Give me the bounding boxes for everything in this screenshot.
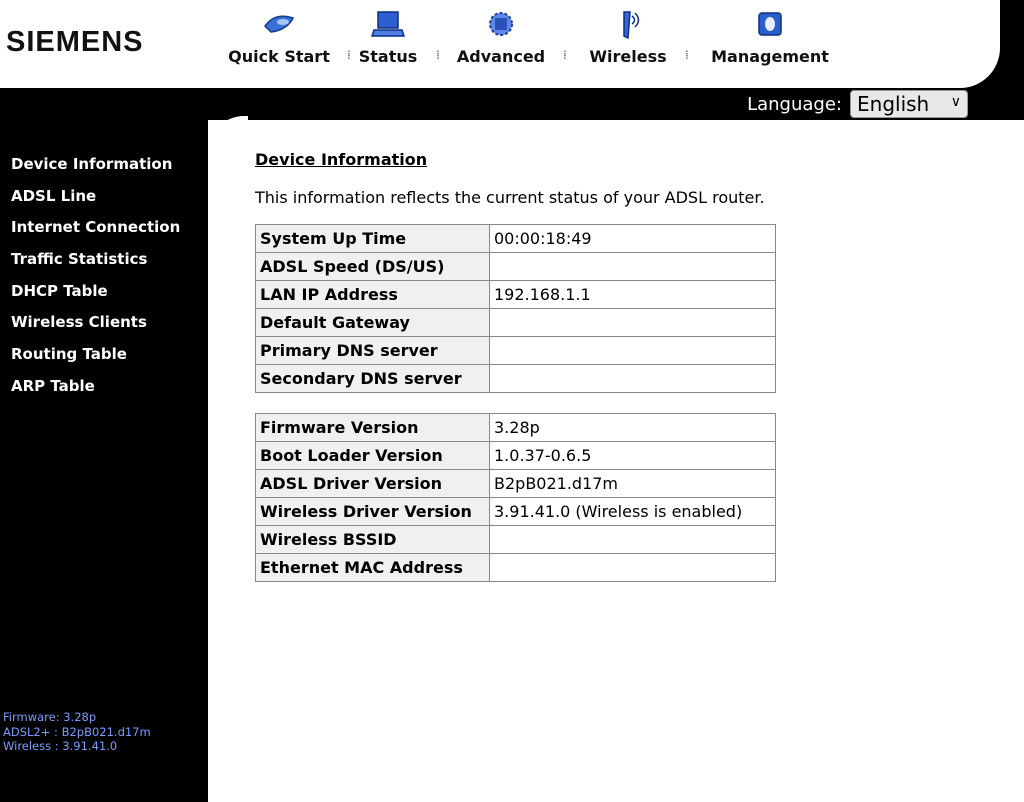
nav-quick-start[interactable]: Quick Start: [229, 0, 329, 80]
content-corner: [208, 116, 248, 156]
table-row: Firmware Version 3.28p: [256, 414, 776, 442]
nav-management[interactable]: Management: [712, 0, 828, 80]
nav-status[interactable]: Status: [359, 0, 417, 80]
firmware-line: Firmware: 3.28p: [3, 710, 97, 724]
table-row: ADSL Driver Version B2pB021.d17m: [256, 470, 776, 498]
sidebar-item-internet-connection[interactable]: Internet Connection: [11, 218, 181, 237]
adsl-line: ADSL2+ : B2pB021.d17m: [3, 724, 151, 739]
table-row: Wireless Driver Version 3.91.41.0 (Wireless is enabled): [256, 498, 776, 526]
sidebar-item-dhcp-table[interactable]: DHCP Table: [11, 281, 108, 300]
table-row: Secondary DNS server: [256, 365, 776, 393]
wireless-line: Wireless : 3.91.41.0: [3, 739, 118, 753]
management-icon: [752, 8, 788, 42]
table-row: Wireless BSSID: [256, 526, 776, 554]
status-laptop-icon: [370, 8, 406, 42]
quick-start-icon: [261, 8, 297, 42]
nav-separator: ⁞: [563, 48, 567, 62]
status-table: [255, 224, 776, 393]
language-select[interactable]: English ∨: [850, 90, 968, 118]
nav-separator: ⁞: [347, 48, 351, 62]
chevron-down-icon: ∨: [950, 94, 961, 110]
table-row: LAN IP Address 192.168.1.1: [256, 281, 776, 309]
language-label: Language:: [747, 94, 842, 115]
sidebar-item-arp-table[interactable]: ARP Table: [11, 376, 95, 395]
main-content: [255, 150, 765, 577]
firmware-summary: [3, 710, 151, 754]
sidebar-menu: [11, 156, 180, 410]
nav-wireless[interactable]: Wireless: [590, 0, 666, 80]
sidebar-item-adsl-line[interactable]: ADSL Line: [11, 186, 97, 205]
nav-separator: ⁞: [685, 48, 689, 62]
table-row: ADSL Speed (DS/US): [256, 253, 776, 281]
sidebar-item-wireless-clients[interactable]: Wireless Clients: [11, 313, 147, 332]
version-table: [255, 413, 776, 582]
wireless-icon: [610, 8, 646, 42]
sidebar-item-traffic-statistics[interactable]: Traffic Statistics: [11, 250, 148, 269]
nav-advanced[interactable]: Advanced: [458, 0, 544, 80]
table-row: Ethernet MAC Address: [256, 554, 776, 582]
page-title: Device Information: [255, 150, 428, 169]
table-row: Default Gateway: [256, 309, 776, 337]
table-row: Boot Loader Version 1.0.37-0.6.5: [256, 442, 776, 470]
table-row: System Up Time 00:00:18:49: [256, 225, 776, 253]
siemens-logo: SIEMENS: [6, 26, 144, 58]
nav-separator: ⁞: [436, 48, 440, 62]
sidebar-item-device-information[interactable]: Device Information: [11, 155, 173, 173]
sidebar-item-routing-table[interactable]: Routing Table: [11, 345, 127, 364]
table-row: Primary DNS server: [256, 337, 776, 365]
intro-text: This information reflects the current status of your ADSL router.: [255, 188, 765, 207]
advanced-chip-icon: [483, 8, 519, 42]
